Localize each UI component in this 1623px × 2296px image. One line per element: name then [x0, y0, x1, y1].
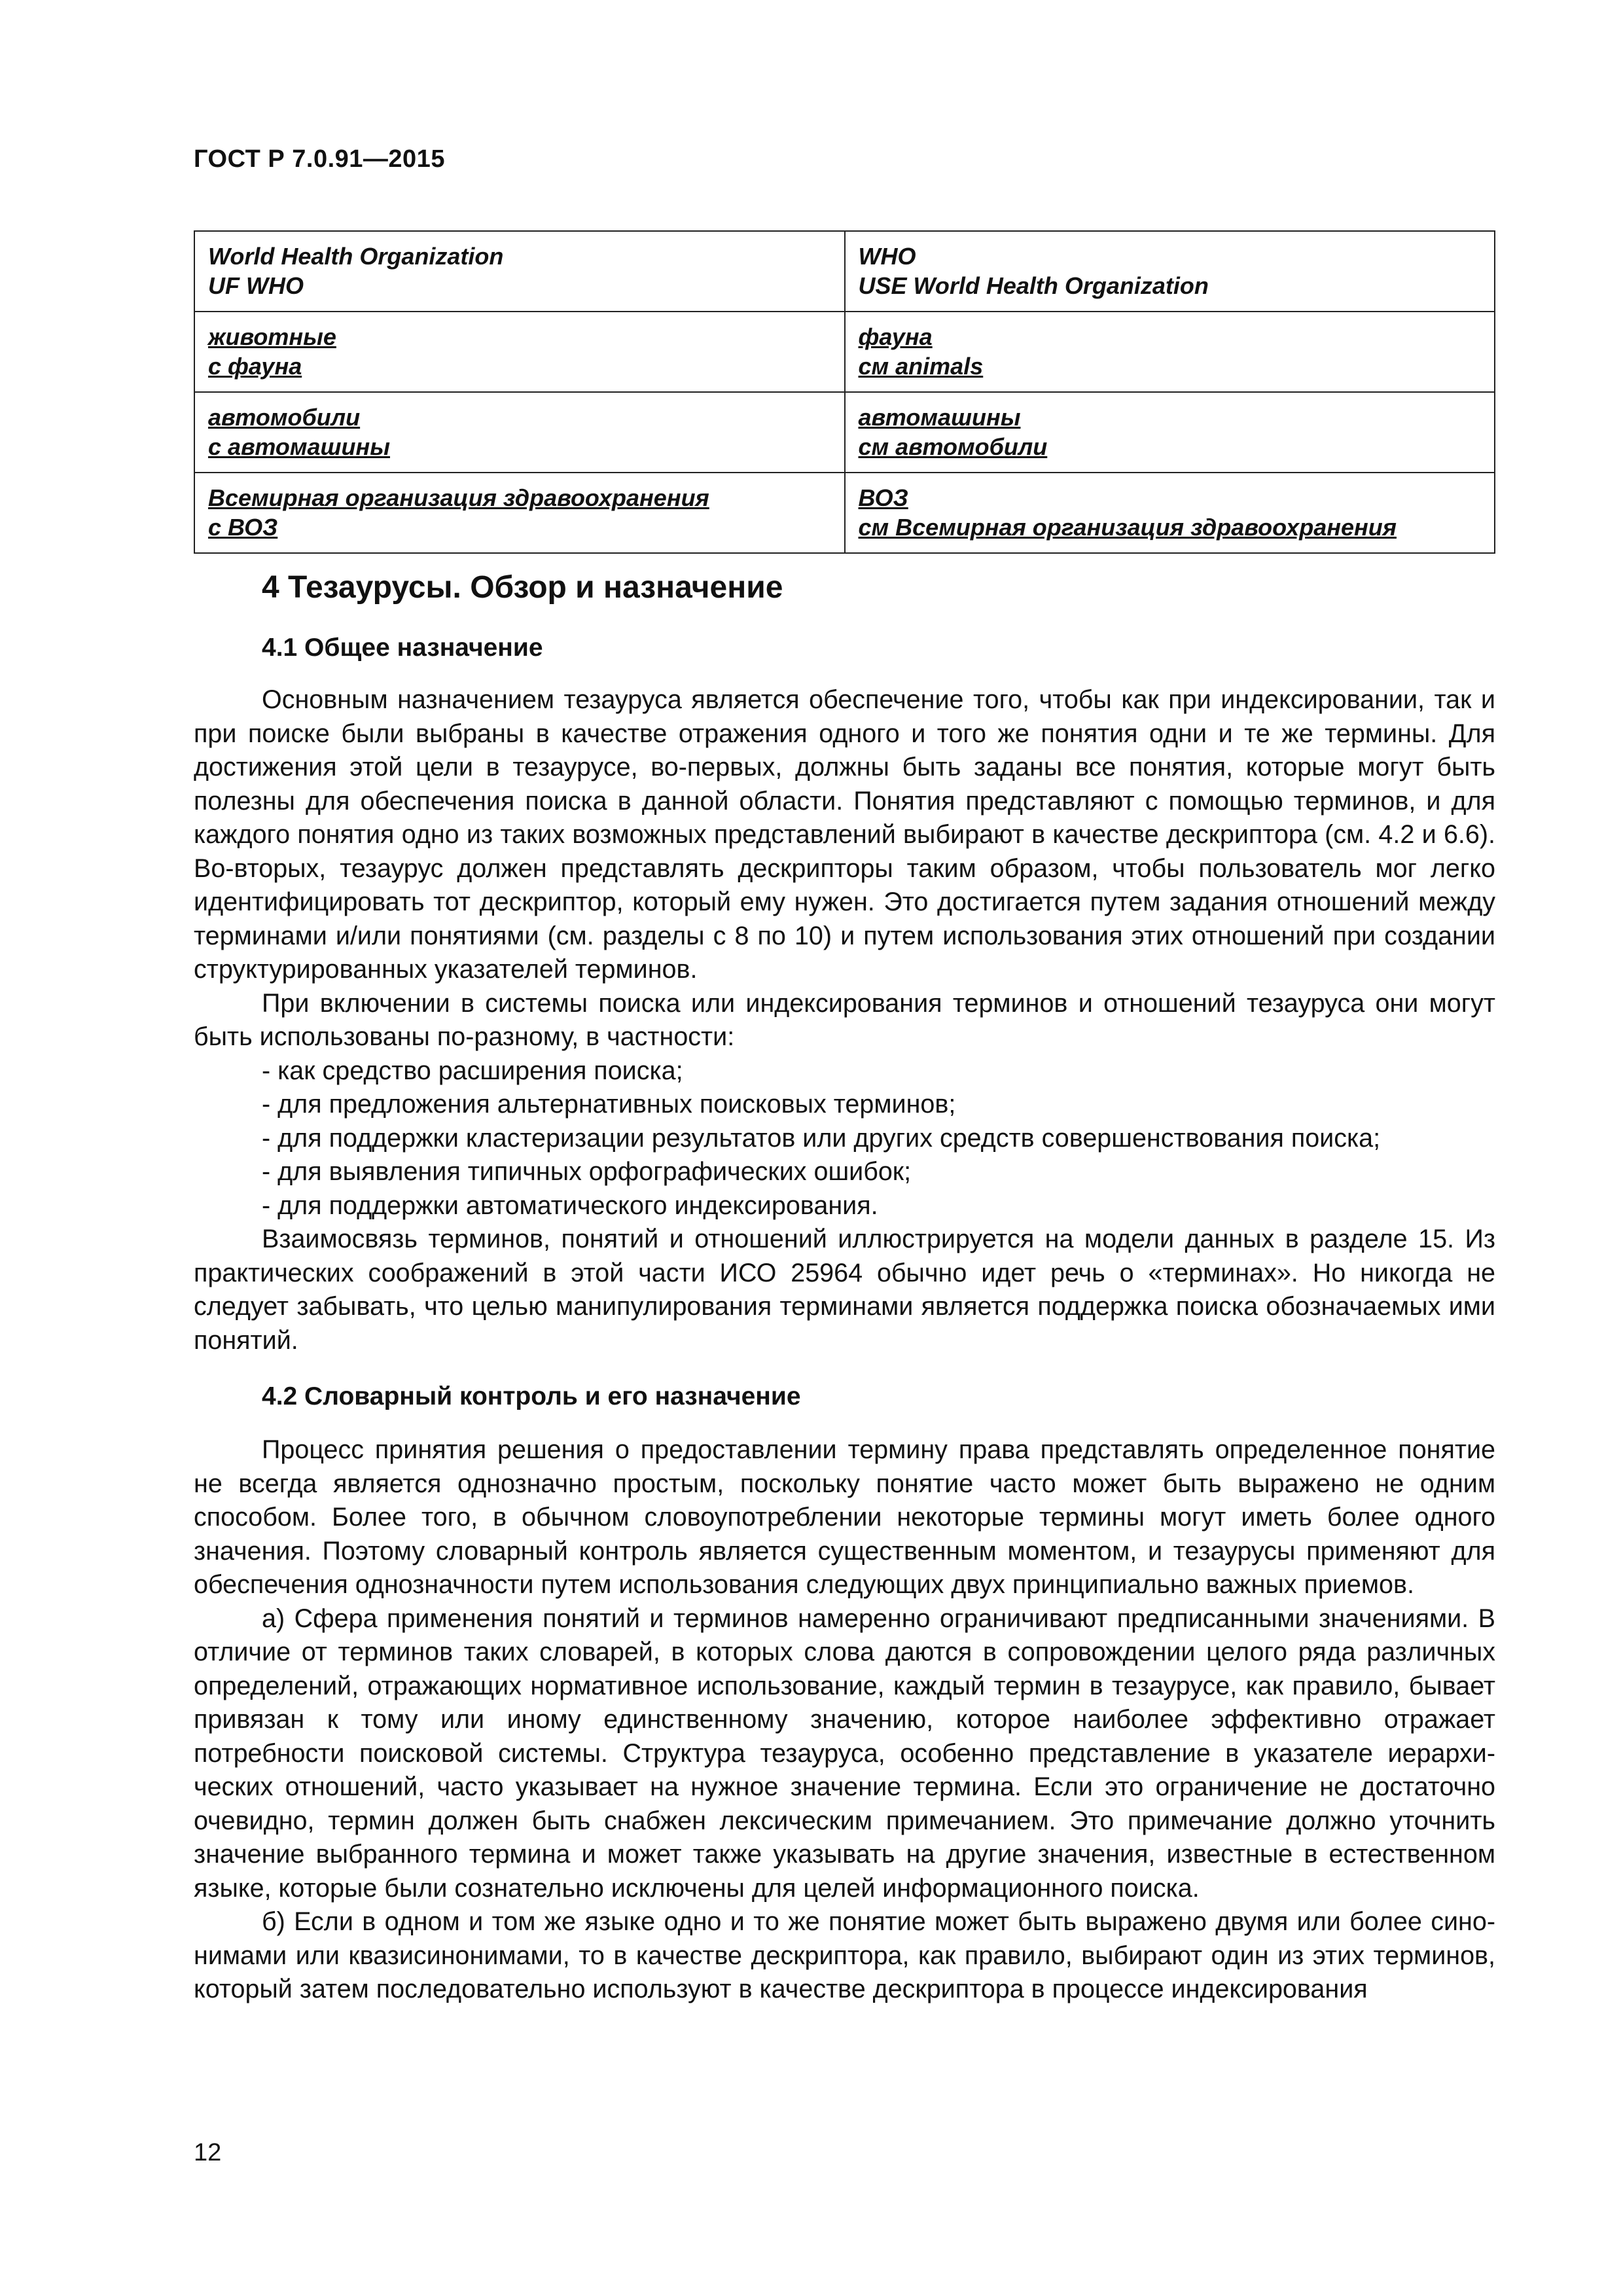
term-line: USE World Health Organization	[858, 272, 1209, 299]
table-cell-right	[845, 392, 1495, 473]
term-line: животные	[208, 323, 336, 350]
term-line: автомобили	[208, 404, 361, 431]
table-row	[194, 231, 1495, 312]
table-cell-right	[845, 473, 1495, 553]
list-item: - для поддержки кластеризации результатов или других средств совершенствования поиска;	[262, 1123, 1381, 1153]
term-line: ВОЗ	[858, 484, 908, 511]
page-number: 12	[194, 2139, 222, 2166]
table-cell-left	[194, 473, 845, 553]
term-line: фауна	[858, 323, 933, 350]
table-cell-left	[194, 392, 845, 473]
subsection-title: 4.2 Словарный контроль и его назначение	[262, 1382, 801, 1410]
term-line: с фауна	[208, 353, 302, 380]
main-content	[194, 568, 1495, 2007]
paragraph: б) Если в одном и том же языке одно и то же понятие может быть выражено двумя или более синонимами или квазисинонимами, то в качестве дескриптора, как правило, выбирают один из этих терминов, который затем последовательно используют в качестве дескриптора в процессе индексирования	[194, 1907, 1495, 2003]
list-item: - как средство расширения поиска;	[262, 1056, 683, 1085]
term-line: см animals	[858, 353, 984, 380]
term-line: World Health Organization	[208, 243, 504, 270]
term-line: с автомашины	[208, 433, 390, 460]
terms-table	[194, 230, 1495, 554]
standard-header: ГОСТ Р 7.0.91—2015	[194, 145, 445, 173]
paragraph: Взаимосвязь терминов, понятий и отношений иллюстрируется на модели данных в разделе 15. Из практических соображений в этой части ИСО 25964 обычно идет речь о «терминах». Но никогда не следует забывать, что целью манипулирования терминами является поддержка поиска обозначаемых ими понятий.	[194, 1225, 1495, 1355]
list-item: - для предложения альтернативных поисковых терминов;	[262, 1090, 956, 1119]
term-line: см автомобили	[858, 433, 1048, 460]
table-cell-left	[194, 312, 845, 392]
paragraph: Процесс принятия решения о предоставлении термину права представлять определенное понятие не всегда является однозначно простым, поскольку понятие часто может быть выражено не одним способом. Более того, в обычном словоупотреблении некоторые термины могут иметь более одного значения. Поэтому словарный контроль является существенным моментом, и тезаурусы применяют для обеспечения однозначности путем использования следующих двух принципиально важных приемов.	[194, 1435, 1495, 1599]
table-row	[194, 312, 1495, 392]
paragraph: Основным назначением тезауруса является обеспечение того, чтобы как при индексировании, так и при поиске были выбраны в качестве отражения одного и того же понятия одни и те же термины. Для достижения этой цели в тезаурусе, во-первых, должны быть заданы все понятия, которые могут быть полезны для обеспечения поиска в данной области. Понятия представляют с помощью терминов, и для каждого понятия одно из таких возможных представлений выбирают в качестве дескриптора (см. 4.2 и 6.6). Во-вторых, тезаурус должен представлять дескрипторы таким образом, чтобы пользователь мог легко идентифицировать тот дескриптор, который ему нужен. Это достигается путем задания отношений между терминами и/или понятиями (см. разделы с 8 по 10) и путем использования этих отношений при создании структурированных указателей терминов.	[194, 685, 1495, 984]
term-line: WHO	[858, 243, 916, 270]
term-line: автомашины	[858, 404, 1021, 431]
table-row	[194, 473, 1495, 553]
paragraph: При включении в системы поиска или индексирования терминов и отношений тезауруса они могут быть использованы по-разному, в частности:	[194, 988, 1495, 1051]
term-line: с ВОЗ	[208, 514, 278, 541]
section-title: 4 Тезаурусы. Обзор и назначение	[262, 570, 783, 605]
table-row	[194, 392, 1495, 473]
paragraph: а) Сфера применения понятий и терминов намеренно ограничивают предписанными значениями. В отличие от терминов таких словарей, в которых слова даются в сопровождении целого ряда различных определений, отражающих нормативное использование, каждый термин в тезаурусе, как правило, бывает привязан к тому или иному единственному значению, которое наиболее эффективно отражает потребности поисковой системы. Структура тезауруса, особенно представление в указателе иерархических отношений, часто указывает на нужное значение термина. Если это ограничение не достаточно очевидно, термин должен быть снабжен лексическим примечанием. Это примечание должно уточнить значение выбранного термина и может также указывать на другие значения, известные в естественном языке, которые были сознательно исключены для целей информационного поиска.	[194, 1604, 1495, 1903]
term-line: см Всемирная организация здравоохранения	[858, 514, 1397, 541]
table-cell-right	[845, 312, 1495, 392]
term-line: UF WHO	[208, 272, 304, 299]
table-cell-right	[845, 231, 1495, 312]
subsection-title: 4.1 Общее назначение	[262, 634, 543, 662]
list-item: - для поддержки автоматического индексирования.	[262, 1191, 878, 1220]
term-line: Всемирная организация здравоохранения	[208, 484, 709, 511]
table-cell-left	[194, 231, 845, 312]
list-item: - для выявления типичных орфографических ошибок;	[262, 1157, 912, 1186]
